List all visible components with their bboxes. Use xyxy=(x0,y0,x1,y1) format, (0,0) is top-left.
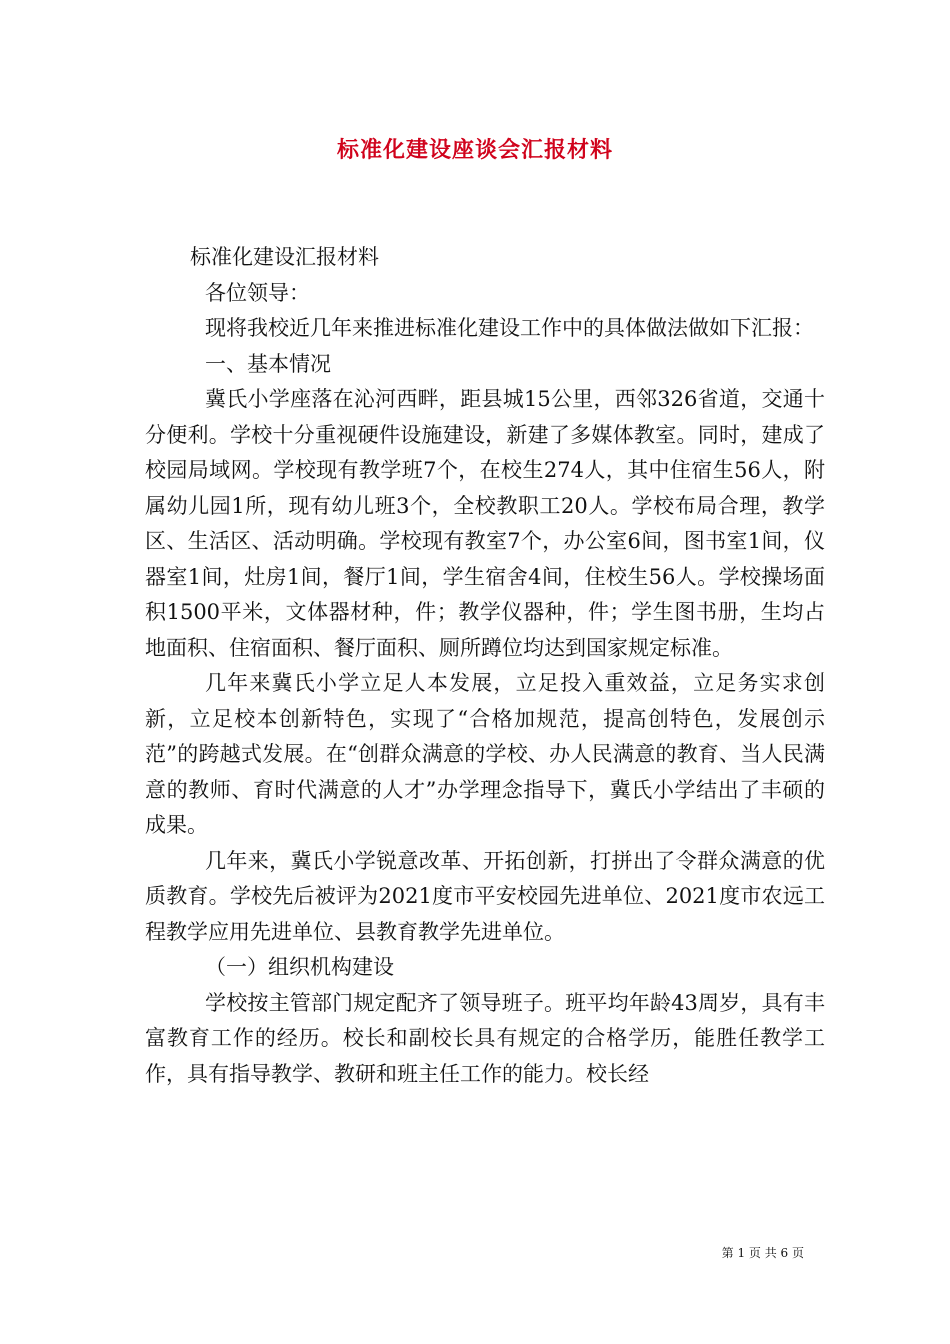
paragraph-leadership: 学校按主管部门规定配齐了领导班子。班平均年龄43周岁，具有丰富教育工作的经历。校长和副校长具有规定的合格学历，能胜任教学工作，具有指导教学、教研和班主任工作的能力。校长经 xyxy=(145,990,825,1086)
document-body xyxy=(145,240,825,1092)
heading-basic-situation: 一、基本情况 xyxy=(205,351,331,376)
paragraph-development: 几年来冀氏小学立足人本发展，立足投入重效益，立足务实求创新，立足校本创新特色，实现了“合格加规范，提高创特色，发展创示范”的跨越式发展。在“创群众满意的学校、办人民满意的教育、当人民满意的教师、育时代满意的人才”办学理念指导下，冀氏小学结出了丰硕的成果。 xyxy=(145,671,825,837)
page-number: 第 1 页 共 6 页 xyxy=(721,1246,804,1260)
document-title: 标准化建设座谈会汇报材料 xyxy=(336,137,613,163)
paragraph-school-facilities: 冀氏小学座落在沁河西畔，距县城15公里，西邻326省道，交通十分便利。学校十分重视硬件设施建设，新建了多媒体教室。同时，建成了校园局域网。学校现有教学班7个，在校生274人，其中住宿生56人，附属幼儿园1所，现有幼儿班3个，全校教职工20人。学校布局合理，教学区、生活区、活动明确。学校现有教室7个，办公室6间，图书室1间，仪器室1间，灶房1间，餐厅1间，学生宿舍4间，住校生56人。学校操场面积1500平米，文体器材种，件；教学仪器种，件；学生图书册，生均占地面积、住宿面积、餐厅面积、厕所蹲位均达到国家规定标准。 xyxy=(145,387,825,660)
paragraph-subtitle: 标准化建设汇报材料 xyxy=(190,245,379,269)
paragraph-salutation: 各位领导： xyxy=(205,280,310,305)
paragraph-achievements: 几年来，冀氏小学锐意改革、开拓创新，打拼出了令群众满意的优质教育。学校先后被评为2021度市平安校园先进单位、2021度市农远工程教学应用先进单位、县教育教学先进单位。 xyxy=(145,848,825,944)
paragraph-intro: 现将我校近几年来推进标准化建设工作中的具体做法做如下汇报： xyxy=(205,316,814,340)
heading-organization: （一）组织机构建设 xyxy=(205,955,394,979)
